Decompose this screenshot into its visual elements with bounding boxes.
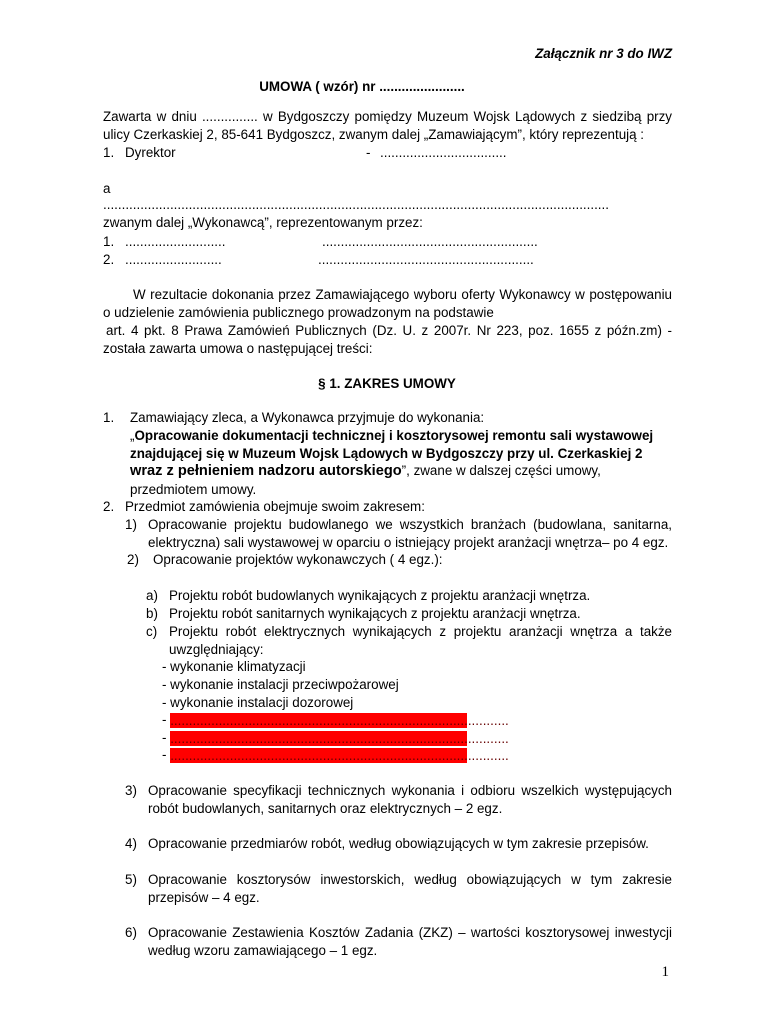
item-3-line-2: robót budowlanych, sanitarnych oraz elektrycznych – 2 egz. [148,801,503,816]
blank-installation-row-1 [162,711,509,728]
contractor-rep-1-blank-b: .......................................................... [322,234,538,249]
blank-installation-row-2 [162,729,509,746]
dash: - [162,747,167,762]
representative-number: 1. [103,145,115,160]
point-1-number: 1. [103,410,115,425]
representative-name-blank: .................................. [380,145,507,160]
subject-title-part-1: Opracowanie dokumentacji technicznej i kosztorysowej remontu sali wystawowej [134,428,654,443]
installation-item-1: - wykonanie klimatyzacji [162,659,306,674]
item-1-number: 1) [125,517,137,532]
section-1-heading: § 1. ZAKRES UMOWY [318,376,456,391]
sub-c-line-2: uwzględniający: [169,642,264,657]
quote-open: „ [130,428,135,443]
contractor-rep-2-number: 2. [103,252,115,267]
item-2-line-1: Opracowanie projektów wykonawczych ( 4 egz.): [153,552,443,567]
highlighted-blank: ........................................................................................... [170,730,509,746]
item-6-number: 6) [125,925,137,940]
subject-title-part-2: znajdującej się w Muzeum Wojsk Lądowych w Bydgoszczy przy ul. Czerkaskiej 2 [130,446,643,461]
item-1-line-1: Opracowanie projektu budowlanego we wszystkich branżach (budowlana, sanitarna, [148,517,672,532]
representative-dash: - [366,145,371,160]
result-line-3: art. 4 pkt. 8 Prawa Zamówień Publicznych (Dz. U. z 2007r. Nr 223, poz. 1655 z późn.zm) - [106,323,672,338]
sub-a-letter: a) [146,588,158,603]
item-3-line-1: Opracowanie specyfikacji technicznych wykonania i odbioru wszelkich występujących [148,783,672,798]
sub-c-line-1: Projektu robót elektrycznych wynikających z projektu aranżacji wnętrza a także [169,624,672,639]
page-number: 1 [661,964,669,980]
dash: - [162,712,167,727]
point-1-line-4 [130,462,601,480]
item-5-line-2: przepisów – 4 egz. [148,890,260,905]
result-line-1: W rezultacie dokonania przez Zamawiającego wyboru oferty Wykonawcy w postępowaniu [133,287,672,302]
item-4-line-1: Opracowanie przedmiarów robót, według obowiązujących w tym zakresie przepisów. [148,836,649,851]
intro-line-1: Zawarta w dniu ............... w Bydgoszczy pomiędzy Muzeum Wojsk Lądowych z siedzibą przy [103,109,672,124]
intro-line-2: ulicy Czerkaskiej 2, 85-641 Bydgoszcz, zwanym dalej „Zamawiającym”, który reprezentują : [103,127,645,142]
item-3-number: 3) [125,783,137,798]
subject-title-suffix: ”, zwane w dalszej części umowy, [401,463,601,478]
item-2-number: 2) [127,552,139,567]
sub-a-text: Projektu robót budowlanych wynikających z projektu aranżacji wnętrza. [169,588,591,603]
annex-label: Załącznik nr 3 do IWZ [535,46,672,61]
item-4-number: 4) [125,836,137,851]
item-1-line-2: elektryczna) sali wystawowej w oparciu o istniejący projekt aranżacji wnętrza– po 4 egz. [148,535,669,550]
point-1-line-5: przedmiotem umowy. [130,482,257,497]
and-word: a [103,181,111,196]
sub-b-text: Projektu robót sanitarnych wynikających z projektu aranżacji wnętrza. [169,606,581,621]
item-6-line-1: Opracowanie Zestawienia Kosztów Zadania (ZKZ) – wartości kosztorysowej inwestycji [148,925,672,940]
result-line-4: została zawarta umowa o następującej treści: [103,341,373,356]
highlighted-blank: ........................................................................................... [170,747,509,763]
contractor-rep-2-blank-b: .......................................................... [318,252,534,267]
point-1-line-2 [130,427,653,444]
highlighted-blank: ........................................................................................... [170,712,509,728]
item-5-number: 5) [125,872,137,887]
contract-title: UMOWA ( wzór) nr ....................... [259,79,465,94]
result-line-2: o udzielenie zamówienia publicznego prowadzonym na podstawie [103,305,494,320]
contractor-rep-1-blank-a: ........................... [125,234,226,249]
contractor-called: zwanym dalej „Wykonawcą”, reprezentowanym przez: [103,215,423,230]
point-2-line-1: Przedmiot zamówienia obejmuje swoim zakresem: [125,499,425,514]
sub-b-letter: b) [146,606,158,621]
contractor-blank: ........................................................................................................................................ [103,197,609,212]
installation-item-2: - wykonanie instalacji przeciwpożarowej [162,677,399,692]
contractor-rep-2-blank-a: .......................... [125,252,222,267]
subject-title-part-3: wraz z pełnieniem nadzoru autorskiego [130,463,402,479]
installation-item-3: - wykonanie instalacji dozorowej [162,695,354,710]
contractor-rep-1-number: 1. [103,234,115,249]
representative-role: Dyrektor [125,145,176,160]
sub-c-letter: c) [146,624,158,639]
item-6-line-2: według wzoru zamawiającego – 1 egz. [148,943,378,958]
point-1-line-1: Zamawiający zleca, a Wykonawca przyjmuje do wykonania: [130,410,485,425]
point-2-number: 2. [103,499,115,514]
blank-installation-row-3 [162,746,509,763]
item-5-line-1: Opracowanie kosztorysów inwestorskich, według obowiązujących w tym zakresie [148,872,672,887]
dash: - [162,730,167,745]
